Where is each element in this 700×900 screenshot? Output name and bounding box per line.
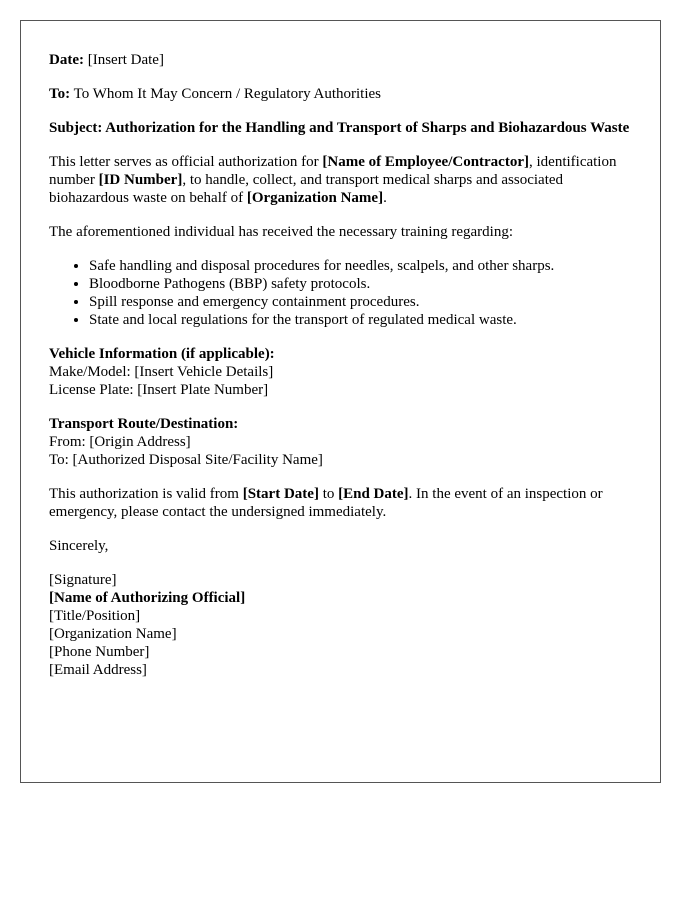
vehicle-info: Vehicle Information (if applicable): Make/Model: [Insert Vehicle Details] License Plate: [Insert Plate Number]	[49, 346, 275, 398]
list-item: • Spill response and emergency containment procedures.	[89, 293, 632, 311]
list-item: • State and local regulations for the transport of regulated medical waste.	[89, 311, 632, 329]
letter	[20, 20, 661, 783]
validity-paragraph: This authorization is valid from [Start Date] to [End Date]. In the event of an inspection or emergency, please contact the undersigned immediately.	[49, 486, 603, 520]
closing: Sincerely,	[49, 538, 109, 554]
recipient-line: To: To Whom It May Concern / Regulatory Authorities	[49, 86, 381, 102]
list-item: • Bloodborne Pathogens (BBP) safety protocols.	[89, 275, 632, 293]
subject-line: Subject: Authorization for the Handling and Transport of Sharps and Biohazardous Waste	[49, 120, 630, 136]
route-info: Transport Route/Destination: From: [Origin Address] To: [Authorized Disposal Site/Facility Name]	[49, 416, 323, 468]
list-item: • Safe handling and disposal procedures for needles, scalpels, and other sharps.	[89, 257, 632, 275]
training-list	[49, 257, 632, 329]
signature-block: [Signature] [Name of Authorizing Official] [Title/Position] [Organization Name] [Phone Number] [Email Address]	[49, 572, 246, 678]
training-intro: The aforementioned individual has received the necessary training regarding:	[49, 224, 513, 240]
intro-paragraph: This letter serves as official authorization for [Name of Employee/Contractor], identification number [ID Number], to handle, collect, and transport medical sharps and associated biohazardous waste on behalf of [Organization Name].	[49, 154, 617, 206]
date-line: Date: [Insert Date]	[49, 52, 164, 68]
